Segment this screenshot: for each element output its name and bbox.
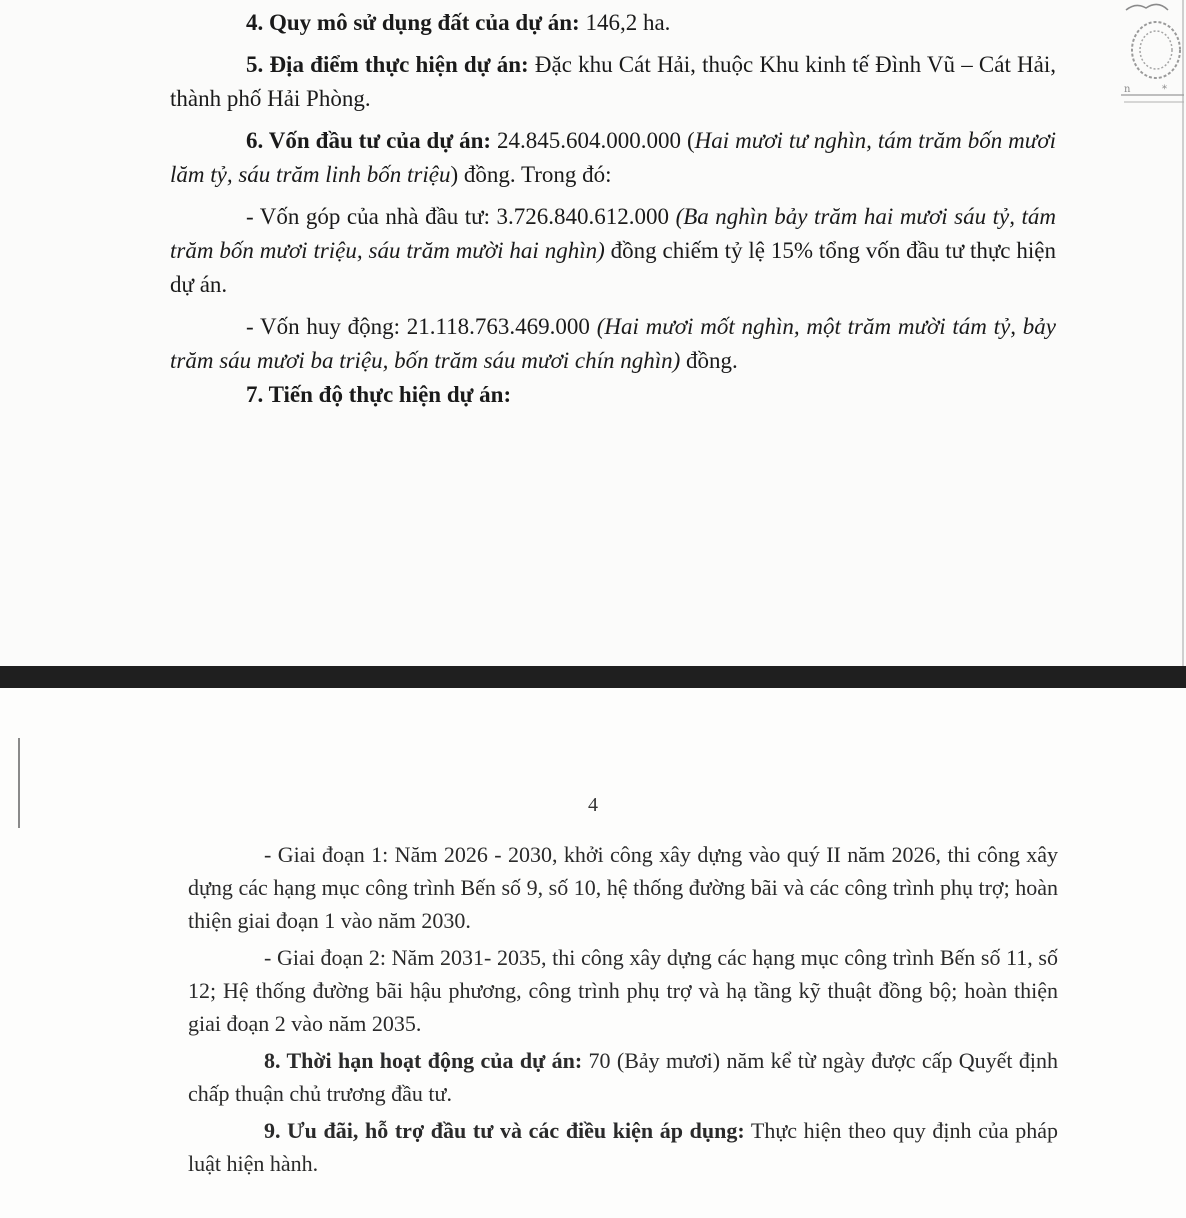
item-5-label: 5. Địa điểm thực hiện dự án: [246,52,529,77]
item-7-paragraph [170,378,1056,412]
item-7-label: 7. Tiến độ thực hiện dự án: [246,382,512,407]
item-9-label: 9. Ưu đãi, hỗ trợ đầu tư và các điều kiện áp dụng: [264,1118,745,1143]
page-separator [0,666,1186,688]
item-4-paragraph [170,6,1056,40]
document-page-bottom [0,688,1186,1218]
item-6-amount: 24.845.604.000.000 ( [491,128,695,153]
contribution-prefix: - Vốn góp của nhà đầu tư: 3.726.840.612.000 [246,204,676,229]
seal-stamp-icon [1106,0,1186,110]
item-9-paragraph [188,1114,1058,1180]
item-6-amount-words: Hai mươi tư nghìn, tám trăm bốn mươi lăm tỷ, sáu trăm linh bốn triệu [170,128,1056,187]
mobilized-tail: đồng. [680,348,738,373]
mobilized-words: (Hai mươi mốt nghìn, một trăm mười tám tỷ, bảy trăm sáu mươi ba triệu, bốn trăm sáu mươi chín nghìn) [170,314,1056,373]
svg-text:n: n [1124,84,1131,95]
item-4-value: 146,2 ha. [579,10,671,35]
phase-1-paragraph: - Giai đoạn 1: Năm 2026 - 2030, khởi công xây dựng vào quý II năm 2026, thi công xây dựng các hạng mục công trình Bến số 9, số 10, hệ thống đường bãi và các công trình phụ trợ; hoàn thiện giai đoạn 1 vào năm 2030. [188,842,1058,933]
item-6-label: 6. Vốn đầu tư của dự án: [246,128,492,153]
contribution-words: (Ba nghìn bảy trăm hai mươi sáu tỷ, tám trăm bốn mươi triệu, sáu trăm mười hai nghìn) [170,204,1056,263]
contribution-tail: đồng chiếm tỷ lệ 15% tổng vốn đầu tư thực hiện dự án. [170,238,1057,297]
item-5-value: Đặc khu Cát Hải, thuộc Khu kinh tế Đình Vũ – Cát Hải, thành phố Hải Phòng. [170,52,1056,111]
item-6-tail: ) đồng. Trong đó: [450,162,612,187]
item-8-paragraph [188,1044,1058,1110]
contribution-capital-paragraph [170,200,1056,302]
item-8-value: 70 (Bảy mươi) năm kể từ ngày được cấp Quyết định chấp thuận chủ trương đầu tư. [188,1048,1058,1106]
top-page-text [170,6,1056,412]
mobilized-prefix: - Vốn huy động: 21.118.763.469.000 [246,314,597,339]
phase-2-paragraph: - Giai đoạn 2: Năm 2031- 2035, thi công xây dựng các hạng mục công trình Bến số 11, số 12; Hệ thống đường bãi hậu phương, công trình phụ trợ và hạ tầng kỹ thuật đồng bộ; hoàn thiện giai đoạn 2 vào năm 2035. [188,945,1058,1036]
item-8-label: 8. Thời hạn hoạt động của dự án: [264,1048,583,1073]
page-number: 4 [588,794,598,816]
item-9-value: Thực hiện theo quy định của pháp luật hiện hành. [188,1118,1059,1176]
svg-text:*: * [1162,84,1167,95]
bottom-page-text [188,838,1058,1180]
item-6-paragraph [170,124,1056,192]
mobilized-capital-paragraph [170,310,1056,378]
item-5-paragraph [170,48,1056,116]
item-4-label: 4. Quy mô sử dụng đất của dự án: [246,10,580,35]
